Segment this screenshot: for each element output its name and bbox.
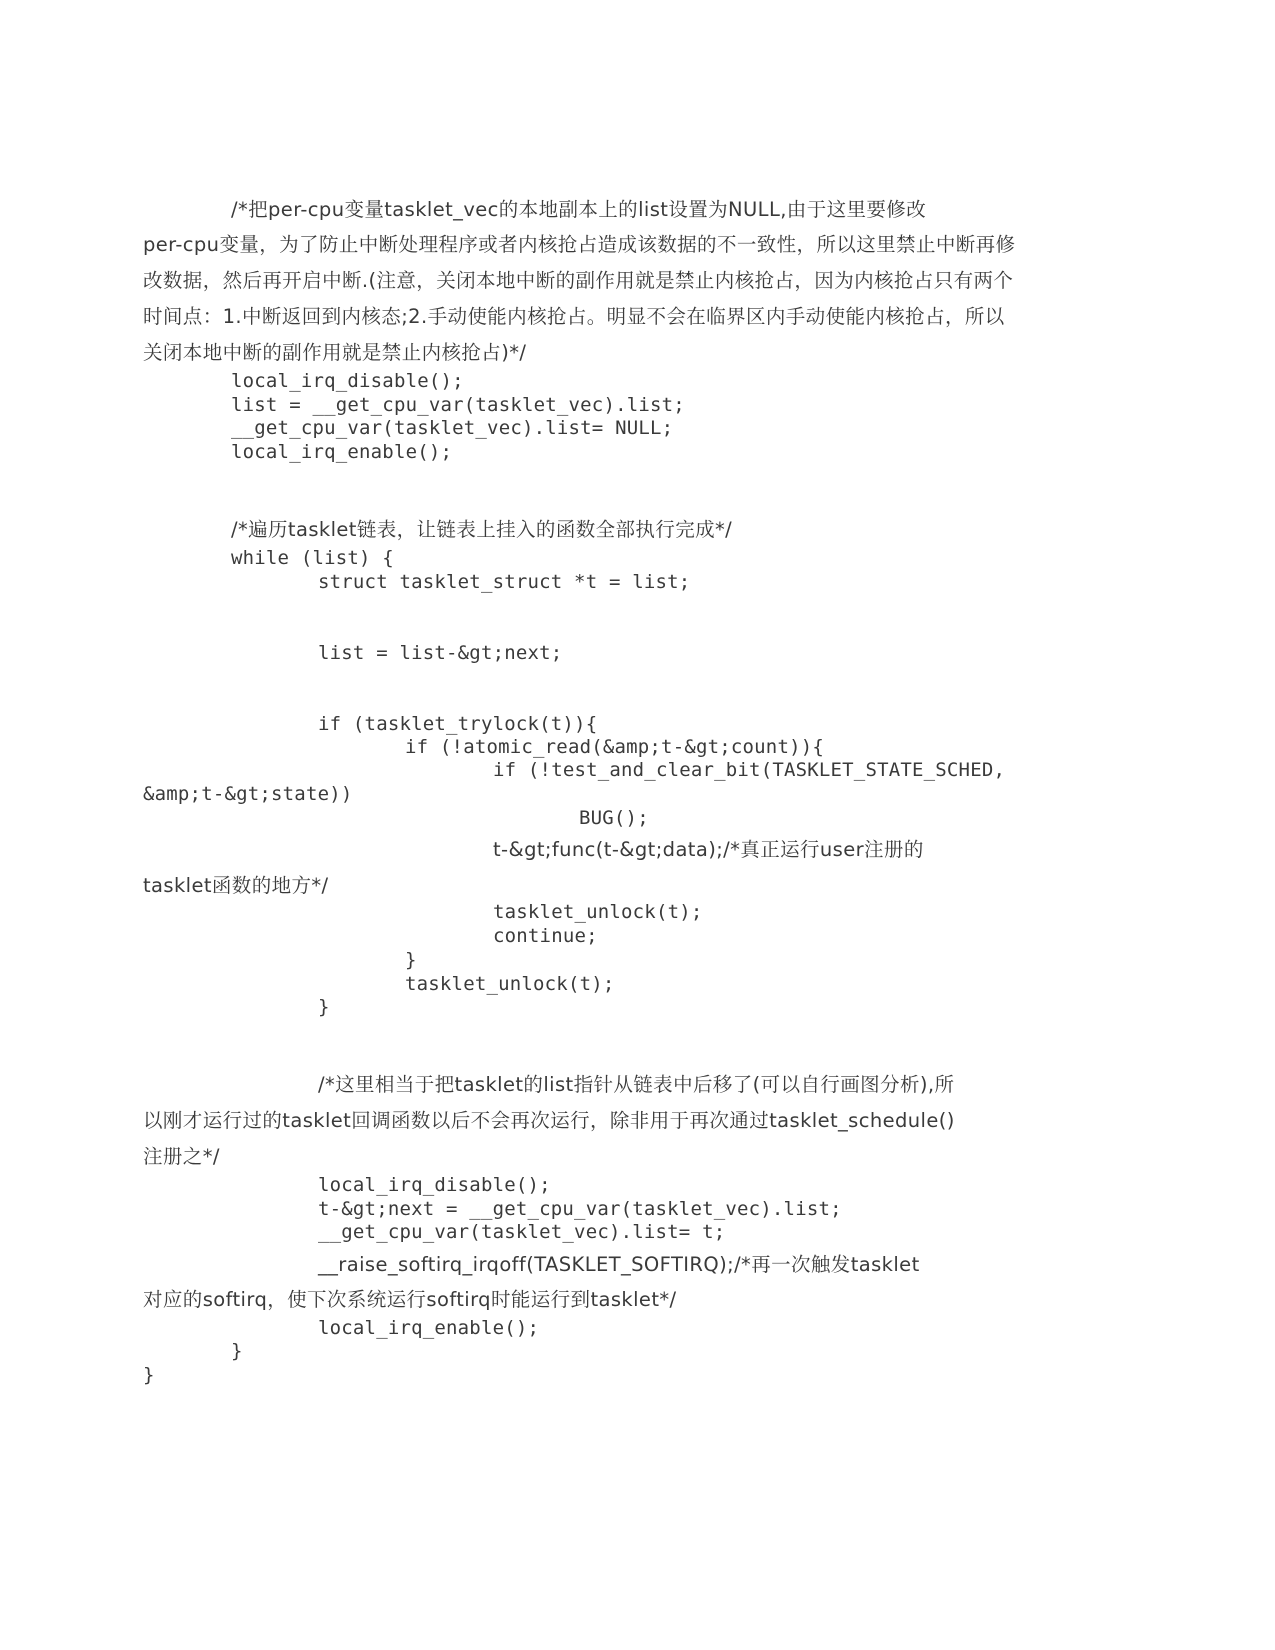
- comment-line: tasklet函数的地方*/: [143, 874, 329, 897]
- comment-line: 改数据，然后再开启中断.(注意，关闭本地中断的副作用就是禁止内核抢占，因为内核抢占只有两个: [143, 269, 1014, 292]
- code-line: while (list) {: [231, 547, 394, 569]
- code-line: struct tasklet_struct *t = list;: [318, 571, 691, 593]
- comment-line: 时间点：1.中断返回到内核态;2.手动使能内核抢占。明显不会在临界区内手动使能内核抢占，所以: [143, 305, 1005, 328]
- comment-line: 关闭本地中断的副作用就是禁止内核抢占)*/: [143, 341, 527, 364]
- code-line: continue;: [493, 925, 598, 947]
- code-line: t-&gt;next = __get_cpu_var(tasklet_vec).list;: [318, 1198, 842, 1220]
- code-line: }: [231, 1340, 243, 1362]
- code-line: &amp;t-&gt;state)): [143, 783, 353, 805]
- code-line: }: [143, 1364, 155, 1386]
- code-line: tasklet_unlock(t);: [405, 973, 615, 995]
- code-line: t-&gt;func(t-&gt;data);/*真正运行user注册的: [493, 838, 924, 861]
- comment-line: /*这里相当于把tasklet的list指针从链表中后移了(可以自行画图分析),所: [318, 1073, 955, 1096]
- code-line: }: [318, 996, 330, 1018]
- code-line: __get_cpu_var(tasklet_vec).list= t;: [318, 1221, 726, 1243]
- code-line: BUG();: [579, 807, 649, 829]
- code-line: if (!atomic_read(&amp;t-&gt;count)){: [405, 736, 825, 758]
- code-line: list = list-&gt;next;: [318, 642, 563, 664]
- comment-line: 对应的softirq，使下次系统运行softirq时能运行到tasklet*/: [143, 1288, 677, 1311]
- code-line: }: [405, 949, 417, 971]
- comment-line: 注册之*/: [143, 1145, 220, 1168]
- code-line: if (tasklet_trylock(t)){: [318, 713, 598, 735]
- code-line: local_irq_enable();: [231, 441, 453, 463]
- code-line: local_irq_enable();: [318, 1317, 540, 1339]
- code-line: local_irq_disable();: [231, 370, 464, 392]
- code-line: __raise_softirq_irqoff(TASKLET_SOFTIRQ);/*再一次触发tasklet: [318, 1253, 920, 1276]
- code-line: if (!test_and_clear_bit(TASKLET_STATE_SCHED,: [493, 759, 1006, 781]
- comment-line: /*把per-cpu变量tasklet_vec的本地副本上的list设置为NULL,由于这里要修改: [231, 198, 927, 221]
- code-line: local_irq_disable();: [318, 1174, 551, 1196]
- comment-line: /*遍历tasklet链表，让链表上挂入的函数全部执行完成*/: [231, 518, 733, 541]
- code-line: __get_cpu_var(tasklet_vec).list= NULL;: [231, 417, 674, 439]
- comment-line: 以刚才运行过的tasklet回调函数以后不会再次运行，除非用于再次通过tasklet_schedule(): [143, 1109, 955, 1132]
- code-line: tasklet_unlock(t);: [493, 901, 703, 923]
- code-line: list = __get_cpu_var(tasklet_vec).list;: [231, 394, 685, 416]
- comment-line: per-cpu变量，为了防止中断处理程序或者内核抢占造成该数据的不一致性，所以这里禁止中断再修: [143, 233, 1016, 256]
